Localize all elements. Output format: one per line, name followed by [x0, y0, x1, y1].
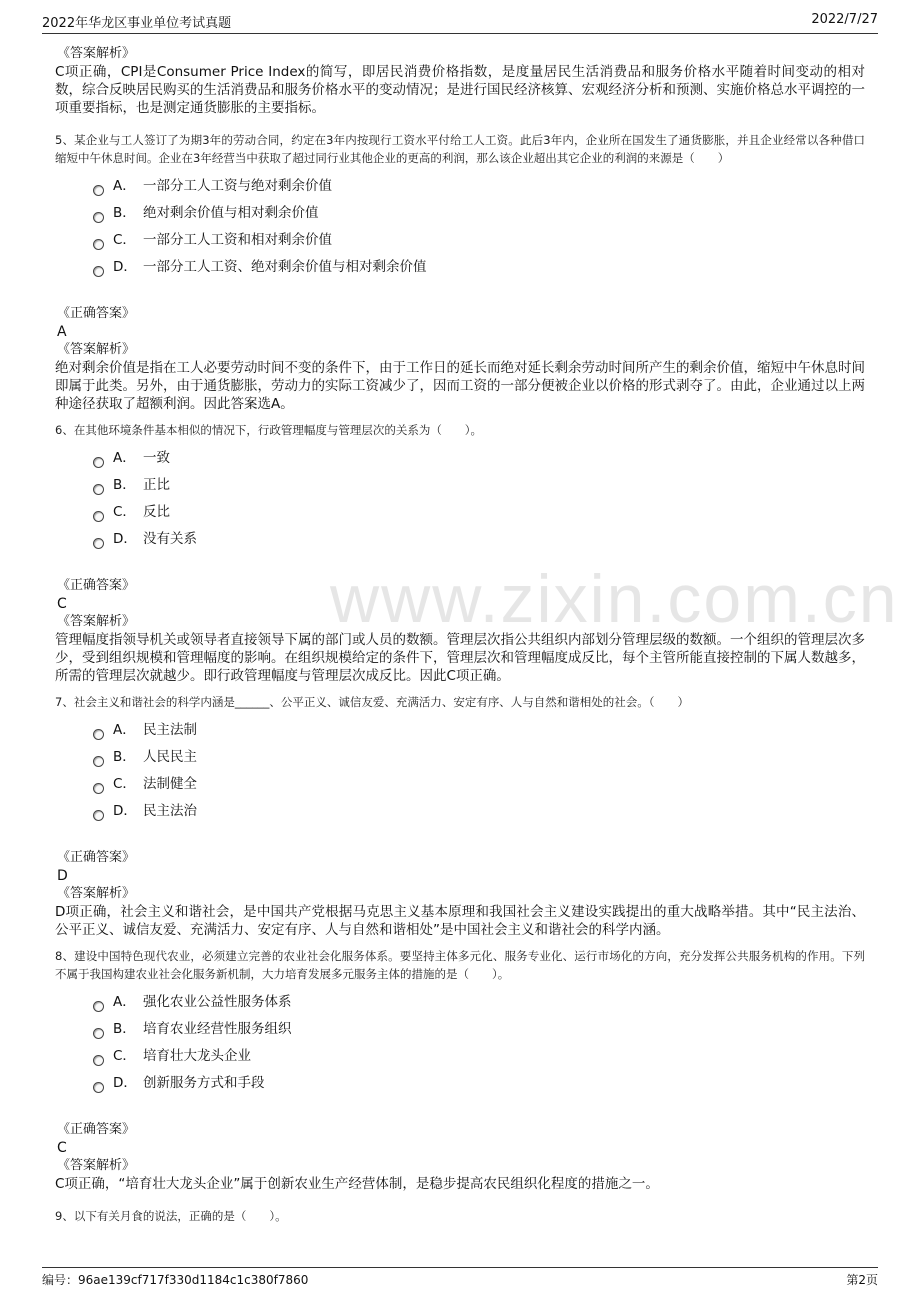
explain-label: 《答案解析》 [57, 886, 136, 901]
page-header [42, 12, 878, 32]
watermark: www.zixin.com.cn [330, 561, 899, 637]
option-key: D． [113, 1075, 137, 1091]
option-a[interactable] [93, 445, 865, 472]
header-title: 2022年华龙区事业单位考试真题 [42, 16, 232, 31]
explain-label: 《答案解析》 [57, 342, 136, 357]
radio-icon[interactable] [93, 783, 104, 794]
option-text: 培育农业经营性服务组织 [143, 1021, 292, 1037]
correct-answer: D [57, 868, 68, 884]
content [55, 45, 865, 1225]
page-number: 第2页 [846, 1273, 878, 1287]
explanation-text: C项正确，CPI是Consumer Price Index的简写，即居民消费价格指数，是度量居民生活消费品和服务价格水平随着时间变动的相对数，综合反映居民购买的生活消费品和服务价格水平的变动情况；是进行国民经济核算、宏观经济分析和预测、实施价格总水平调控的一项重要指标，也是测定通货膨胀的主要指标。 [55, 64, 865, 116]
correct-label: 《正确答案》 [57, 1122, 136, 1137]
option-c[interactable] [93, 499, 865, 526]
option-key: C． [113, 776, 136, 792]
option-d[interactable] [93, 526, 865, 553]
option-key: A． [113, 450, 136, 466]
radio-icon[interactable] [93, 1082, 104, 1093]
option-a[interactable] [93, 989, 865, 1016]
radio-icon[interactable] [93, 511, 104, 522]
option-c[interactable] [93, 227, 865, 254]
option-key: C． [113, 504, 136, 520]
option-key: D． [113, 531, 137, 547]
radio-icon[interactable] [93, 185, 104, 196]
option-text: 正比 [143, 477, 170, 493]
option-key: D． [113, 259, 137, 275]
answer-block [55, 305, 865, 413]
option-key: B． [113, 477, 136, 493]
option-a[interactable] [93, 717, 865, 744]
option-key: A． [113, 178, 136, 194]
question-text: 8、建设中国特色现代农业，必须建立完善的农业社会化服务体系。要坚持主体多元化、服务专业化、运行市场化的方向，充分发挥公共服务机构的作用。下列不属于我国构建农业社会化服务新机制，大力培育发展多元服务主体的措施的是（ ）。 [55, 949, 865, 981]
option-key: A． [113, 722, 136, 738]
radio-icon[interactable] [93, 729, 104, 740]
option-text: 强化农业公益性服务体系 [143, 994, 292, 1010]
option-c[interactable] [93, 1043, 865, 1070]
option-key: D． [113, 803, 137, 819]
option-key: B． [113, 205, 136, 221]
radio-icon[interactable] [93, 1001, 104, 1012]
option-text: 一致 [143, 450, 170, 466]
explanation-text: C项正确，“培育壮大龙头企业”属于创新农业生产经营体制，是稳步提高农民组织化程度的措施之一。 [55, 1176, 659, 1192]
header-date: 2022/7/27 [811, 12, 878, 27]
radio-icon[interactable] [93, 484, 104, 495]
option-d[interactable] [93, 254, 865, 281]
answer-block [55, 1121, 865, 1193]
radio-icon[interactable] [93, 457, 104, 468]
radio-icon[interactable] [93, 1055, 104, 1066]
option-key: C． [113, 232, 136, 248]
radio-icon[interactable] [93, 239, 104, 250]
option-text: 培育壮大龙头企业 [143, 1048, 251, 1064]
option-text: 创新服务方式和手段 [143, 1075, 265, 1091]
correct-answer: C [57, 1140, 67, 1156]
options-list [93, 717, 865, 825]
radio-icon[interactable] [93, 1028, 104, 1039]
option-text: 人民民主 [143, 749, 197, 765]
option-a[interactable] [93, 173, 865, 200]
option-b[interactable] [93, 200, 865, 227]
option-text: 法制健全 [143, 776, 197, 792]
explain-label: 《答案解析》 [57, 1158, 136, 1173]
radio-icon[interactable] [93, 538, 104, 549]
option-text: 一部分工人工资与绝对剩余价值 [143, 178, 332, 194]
option-text: 一部分工人工资和相对剩余价值 [143, 232, 332, 248]
question-text: 9、以下有关月食的说法，正确的是（ ）。 [55, 1209, 287, 1223]
options-list [93, 989, 865, 1097]
option-text: 民主法治 [143, 803, 197, 819]
option-key: B． [113, 1021, 136, 1037]
footer-divider [42, 1267, 878, 1268]
explanation-text: 绝对剩余价值是指在工人必要劳动时间不变的条件下，由于工作日的延长而绝对延长剩余劳动时间所产生的剩余价值，缩短中午休息时间即属于此类。另外，由于通货膨胀，劳动力的实际工资减少了，因而工资的一部分便被企业以价格的形式剥夺了。由此，企业通过以上两种途径获取了超额利润。因此答案选A。 [55, 360, 865, 412]
correct-answer: A [57, 324, 67, 340]
correct-label: 《正确答案》 [57, 578, 136, 593]
option-key: A． [113, 994, 136, 1010]
question-text: 5、某企业与工人签订了为期3年的劳动合同，约定在3年内按现行工资水平付给工人工资。此后3年内，企业所在国发生了通货膨胀，并且企业经常以各种借口缩短中午休息时间。企业在3年经营当中获取了超过同行业其他企业的更高的利润，那么该企业超出其它企业的利润的来源是（ ） [55, 133, 865, 165]
option-text: 绝对剩余价值与相对剩余价值 [143, 205, 319, 221]
radio-icon[interactable] [93, 810, 104, 821]
answer-block [55, 849, 865, 939]
options-list [93, 173, 865, 281]
option-b[interactable] [93, 472, 865, 499]
page-footer [42, 1271, 878, 1291]
correct-label: 《正确答案》 [57, 850, 136, 865]
option-b[interactable] [93, 1016, 865, 1043]
option-text: 反比 [143, 504, 170, 520]
option-key: C． [113, 1048, 136, 1064]
explanation-text: 管理幅度指领导机关或领导者直接领导下属的部门或人员的数额。管理层次指公共组织内部划分管理层级的数额。一个组织的管理层次多少，受到组织规模和管理幅度的影响。在组织规模给定的条件下，管理层次和管理幅度成反比，每个主管所能直接控制的下属人数越多，所需的管理层次就越少。即行政管理幅度与管理层次成反比。因此C项正确。 [55, 632, 865, 684]
answer-block [55, 577, 865, 685]
document-code: 编号：96ae139cf717f330d1184c1c380f7860 [42, 1273, 309, 1287]
options-list [93, 445, 865, 553]
option-d[interactable] [93, 798, 865, 825]
option-text: 一部分工人工资、绝对剩余价值与相对剩余价值 [143, 259, 427, 275]
option-d[interactable] [93, 1070, 865, 1097]
correct-answer: C [57, 596, 67, 612]
option-text: 没有关系 [143, 531, 197, 547]
option-text: 民主法制 [143, 722, 197, 738]
explanation-text: D项正确，社会主义和谐社会，是中国共产党根据马克思主义基本原理和我国社会主义建设实践提出的重大战略举措。其中“民主法治、公平正义、诚信友爱、充满活力、安定有序、人与自然和谐相处”是中国社会主义和谐社会的科学内涵。 [55, 904, 865, 938]
header-divider [42, 33, 878, 34]
option-b[interactable] [93, 744, 865, 771]
option-key: B． [113, 749, 136, 765]
option-c[interactable] [93, 771, 865, 798]
radio-icon[interactable] [93, 756, 104, 767]
question-text: 7、社会主义和谐社会的科学内涵是______、公平正义、诚信友爱、充满活力、安定有序、人与自然和谐相处的社会。（ ） [55, 695, 690, 709]
radio-icon[interactable] [93, 266, 104, 277]
correct-label: 《正确答案》 [57, 306, 136, 321]
explain-label: 《答案解析》 [57, 46, 136, 61]
explain-label: 《答案解析》 [57, 614, 136, 629]
question-text: 6、在其他环境条件基本相似的情况下，行政管理幅度与管理层次的关系为（ ）。 [55, 423, 483, 437]
radio-icon[interactable] [93, 212, 104, 223]
